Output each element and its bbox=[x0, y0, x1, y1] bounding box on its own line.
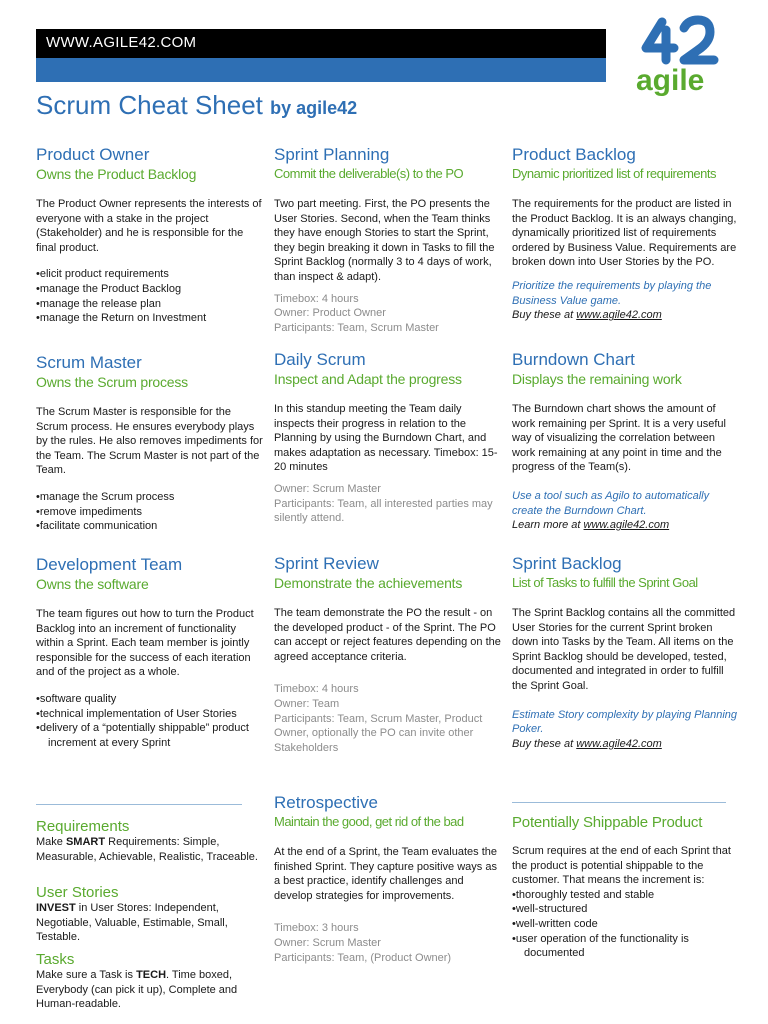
section-sprint-planning bbox=[274, 145, 502, 335]
section-body: Make sure a Task is TECH. Time boxed, Everybody (can pick it up), Complete and Human-readable. bbox=[36, 969, 238, 1011]
tip-note: Prioritize the requirements by playing the Business Value game. bbox=[512, 279, 712, 307]
section-body: The requirements for the product are listed in the Product Backlog. It is an always changing, dynamically prioritized list of requirements ordered by Business Value. Requirements are broken down into User Stories by the PO. bbox=[512, 198, 737, 269]
section-body: Two part meeting. First, the PO presents the User Stories. Second, when the Team thinks they have enough Stories to start the Sprint, they begin breaking it down in Tasks to fill the Sprint Backlog (normally 3 to 4 days of work, than inspect & adapt). bbox=[274, 198, 495, 283]
list-item: • facilitate communication bbox=[36, 519, 264, 534]
section-subtitle: Displays the remaining work bbox=[512, 371, 682, 387]
section-body: Scrum requires at the end of each Sprint that the product is potential shippable to the customer. That means the increment is: bbox=[512, 845, 731, 887]
bullet-list bbox=[36, 692, 264, 750]
section-title: Tasks bbox=[36, 951, 75, 968]
tip-note: Estimate Story complexity by playing Planning Poker. bbox=[512, 708, 737, 736]
section-potentially-shippable bbox=[512, 814, 740, 961]
section-body: The team figures out how to turn the Product Backlog into an increment of functionality within a Sprint. Each team member is jointly responsible for the success of each iteration and of the project as a whole. bbox=[36, 608, 254, 679]
section-subtitle: Demonstrate the achievements bbox=[274, 575, 463, 591]
agile42-link[interactable]: www.agile42.com bbox=[583, 519, 670, 532]
divider bbox=[36, 804, 242, 805]
website-url[interactable]: WWW.AGILE42.COM bbox=[46, 34, 197, 51]
section-title: User Stories bbox=[36, 884, 119, 901]
buy-line: Buy these at www.agile42.com bbox=[512, 737, 662, 750]
meeting-details: Timebox: 3 hours Owner: Scrum Master Participants: Team, (Product Owner) bbox=[274, 922, 452, 964]
list-item: • well-written code bbox=[512, 917, 740, 932]
meeting-details: Timebox: 4 hours Owner: Product Owner Participants: Team, Scrum Master bbox=[274, 292, 439, 334]
buy-line: Buy these at www.agile42.com bbox=[512, 309, 662, 322]
section-subtitle: Dynamic prioritized list of requirements bbox=[512, 166, 716, 181]
agile42-logo bbox=[622, 14, 734, 100]
section-tasks bbox=[36, 951, 264, 1012]
section-title: Potentially Shippable Product bbox=[512, 814, 703, 831]
section-title: Retrospective bbox=[274, 793, 378, 812]
section-subtitle: Maintain the good, get rid of the bad bbox=[274, 814, 464, 829]
header-accent-bar bbox=[36, 58, 606, 82]
section-body: In this standup meeting the Team daily inspects their progress in relation to the Planning by using the Burndown Chart, and makes adaptation as necessary. Timebox: 15-20 minutes bbox=[274, 403, 498, 474]
list-item: • elicit product requirements bbox=[36, 267, 264, 282]
list-item: • software quality bbox=[36, 692, 264, 707]
list-item: • manage the Product Backlog bbox=[36, 282, 264, 297]
section-requirements bbox=[36, 818, 264, 864]
agile42-link[interactable]: www.agile42.com bbox=[576, 309, 662, 322]
section-scrum-master bbox=[36, 353, 264, 534]
list-item: • technical implementation of User Stories bbox=[36, 707, 264, 722]
section-body: Make SMART Requirements: Simple, Measurable, Achievable, Realistic, Traceable. bbox=[36, 836, 258, 863]
section-product-backlog bbox=[512, 145, 740, 323]
section-development-team bbox=[36, 555, 264, 750]
section-subtitle: Owns the Product Backlog bbox=[36, 166, 197, 182]
section-body: The Sprint Backlog contains all the committed User Stories for the current Sprint broken down into Tasks by the Team. All items on the Sprint Backlog should be developed, tested, documented and integrated in order to fulfill the Sprint Goal. bbox=[512, 607, 736, 692]
list-item: • manage the Scrum process bbox=[36, 490, 264, 505]
section-sprint-backlog bbox=[512, 554, 740, 751]
section-user-stories bbox=[36, 884, 264, 945]
section-body: The Burndown chart shows the amount of work remaining per Sprint. It is a very useful way of visualizing the correlation between work remaining at any point in time and the progress of the Team(s). bbox=[512, 403, 726, 474]
list-item: • thoroughly tested and stable bbox=[512, 888, 740, 903]
section-burndown-chart bbox=[512, 350, 740, 533]
section-subtitle: Owns the Scrum process bbox=[36, 374, 188, 390]
section-product-owner bbox=[36, 145, 264, 326]
section-title: Burndown Chart bbox=[512, 350, 635, 369]
section-sprint-review bbox=[274, 554, 502, 755]
bullet-list bbox=[512, 888, 740, 961]
section-title: Sprint Planning bbox=[274, 145, 390, 164]
section-retrospective bbox=[274, 793, 502, 965]
meeting-details: Timebox: 4 hours Owner: Team Participants: Team, Scrum Master, Product Owner, optionally the PO can invite other Stakeholders bbox=[274, 683, 483, 754]
logo-word: agile bbox=[636, 64, 705, 97]
buy-line: Learn more at www.agile42.com bbox=[512, 519, 670, 532]
list-item: • manage the release plan bbox=[36, 297, 264, 312]
bullet-list bbox=[36, 267, 264, 325]
meeting-details: Owner: Scrum Master Participants: Team, all interested parties may silently attend. bbox=[274, 482, 493, 525]
tip-note: Use a tool such as Agilo to automatically create the Burndown Chart. bbox=[512, 489, 710, 517]
section-body: The Product Owner represents the interests of everyone with a stake in the project (Stakeholder) and he is responsible for the final product. bbox=[36, 198, 262, 254]
section-body: The team demonstrate the PO the result - on the developed product - of the Sprint. The PO can accept or reject features depending on the agreed acceptance criteria. bbox=[274, 607, 501, 663]
agile42-link[interactable]: www.agile42.com bbox=[576, 737, 662, 750]
section-body: INVEST in User Stores: Independent, Negotiable, Valuable, Estimable, Small, Testable. bbox=[36, 902, 228, 944]
section-title: Sprint Backlog bbox=[512, 554, 622, 573]
bullet-list bbox=[36, 490, 264, 534]
list-item: • delivery of a “potentially shippable” product increment at every Sprint bbox=[36, 721, 264, 750]
list-item: • manage the Return on Investment bbox=[36, 311, 264, 326]
header-bar bbox=[36, 29, 606, 58]
section-daily-scrum bbox=[274, 350, 502, 526]
section-title: Requirements bbox=[36, 818, 130, 835]
section-title: Development Team bbox=[36, 555, 183, 574]
title-byline: by agile42 bbox=[270, 98, 358, 118]
list-item: • remove impediments bbox=[36, 505, 264, 520]
section-title: Product Owner bbox=[36, 145, 150, 164]
section-subtitle: Owns the software bbox=[36, 576, 149, 592]
page-title: Scrum Cheat Sheet by agile42 bbox=[36, 90, 358, 120]
list-item: • user operation of the functionality is documented bbox=[512, 932, 740, 961]
list-item: • well-structured bbox=[512, 902, 740, 917]
divider bbox=[512, 802, 726, 803]
section-body: The Scrum Master is responsible for the Scrum process. He ensures everybody plays by the rules. He also removes impediments for the Team. The Scrum Master is not part of the Team. bbox=[36, 406, 263, 477]
section-subtitle: Inspect and Adapt the progress bbox=[274, 371, 462, 387]
section-title: Scrum Master bbox=[36, 353, 142, 372]
section-subtitle: Commit the deliverable(s) to the PO bbox=[274, 166, 464, 181]
section-subtitle: List of Tasks to fulfill the Sprint Goal bbox=[512, 575, 698, 590]
section-title: Product Backlog bbox=[512, 145, 636, 164]
section-title: Daily Scrum bbox=[274, 350, 366, 369]
section-body: At the end of a Sprint, the Team evaluates the finished Sprint. They capture positive ways as a best practice, identify challenges and develop strategies for improvements. bbox=[274, 846, 497, 902]
section-title: Sprint Review bbox=[274, 554, 379, 573]
